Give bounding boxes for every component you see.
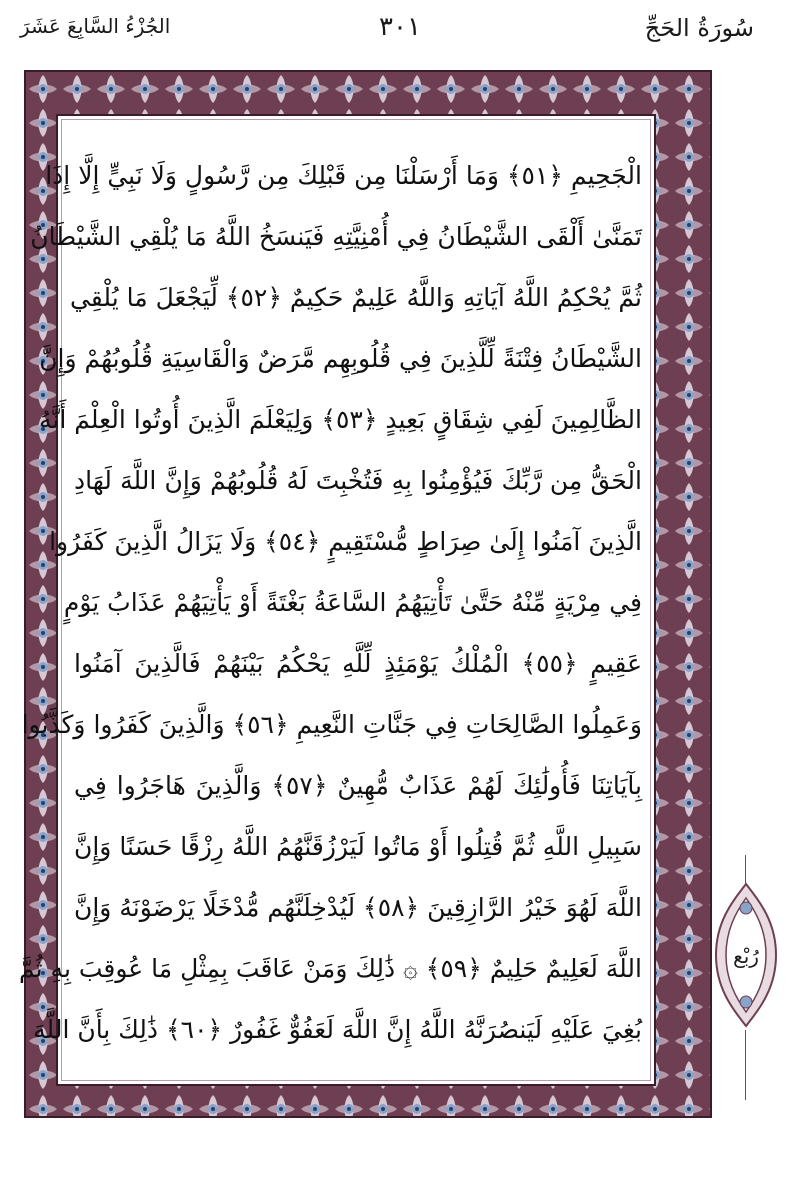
text-line: الْجَحِيمِ ﴿٥١﴾ وَمَا أَرْسَلْنَا مِن قَبْلِكَ مِن رَّسُولٍ وَلَا نَبِيٍّ إِلَّا إِذَا: [45, 161, 642, 190]
text-line: تَمَنَّىٰ أَلْقَى الشَّيْطَانُ فِي أُمْنِيَّتِهِ فَيَنسَخُ اللَّهُ مَا يُلْقِي الشَّيْطَانُ: [30, 222, 642, 251]
text-line: بُغِيَ عَلَيْهِ لَيَنصُرَنَّهُ اللَّهُ إِنَّ اللَّهَ لَعَفُوٌّ غَفُورٌ ﴿٦٠﴾ ذَٰلِكَ بِأَنَّ اللَّهَ: [33, 1015, 642, 1044]
page-number: ٣٠١: [379, 12, 421, 42]
text-line: الَّذِينَ آمَنُوا إِلَىٰ صِرَاطٍ مُّسْتَقِيمٍ ﴿٥٤﴾ وَلَا يَزَالُ الَّذِينَ كَفَرُوا: [49, 527, 642, 556]
text-panel: [19, 114, 656, 1086]
text-line: اللَّهَ لَهُوَ خَيْرُ الرَّازِقِينَ ﴿٥٨﴾ لَيُدْخِلَنَّهُم مُّدْخَلًا يَرْضَوْنَهُ وَإِنَّ: [74, 893, 642, 922]
text-line: فِي مِرْيَةٍ مِّنْهُ حَتَّىٰ تَأْتِيَهُمُ السَّاعَةُ بَغْتَةً أَوْ يَأْتِيَهُمْ عَذَابُ يَوْمٍ: [63, 588, 642, 617]
text-line: الشَّيْطَانُ فِتْنَةً لِّلَّذِينَ فِي قُلُوبِهِم مَّرَضٌ وَالْقَاسِيَةِ قُلُوبُهُمْ وَإِنَّ: [39, 344, 642, 373]
rub-marker-label: رُبْع: [733, 944, 759, 968]
text-line: الظَّالِمِينَ لَفِي شِقَاقٍ بَعِيدٍ ﴿٥٣﴾ وَلِيَعْلَمَ الَّذِينَ أُوتُوا الْعِلْمَ أَنَّهُ: [39, 405, 642, 434]
text-line: عَقِيمٍ ﴿٥٥﴾ الْمُلْكُ يَوْمَئِذٍ لِّلَّهِ يَحْكُمُ بَيْنَهُمْ فَالَّذِينَ آمَنُوا: [74, 649, 642, 678]
text-line: بِآيَاتِنَا فَأُولَٰئِكَ لَهُمْ عَذَابٌ مُّهِينٌ ﴿٥٧﴾ وَالَّذِينَ هَاجَرُوا فِي: [74, 771, 643, 800]
margin-marker-stem-top: [745, 855, 746, 883]
text-line: سَبِيلِ اللَّهِ ثُمَّ قُتِلُوا أَوْ مَاتُوا لَيَرْزُقَنَّهُمُ اللَّهُ رِزْقًا حَسَنًا وَإِنَّ: [74, 832, 642, 861]
text-line: وَعَمِلُوا الصَّالِحَاتِ فِي جَنَّاتِ النَّعِيمِ ﴿٥٦﴾ وَالَّذِينَ كَفَرُوا وَكَذَّبُوا: [21, 710, 642, 739]
surah-name: سُورَةُ الحَجِّ: [644, 14, 754, 42]
text-line: اللَّهَ لَعَلِيمٌ حَلِيمٌ ﴿٥٩﴾ ۞ ذَٰلِكَ وَمَنْ عَاقَبَ بِمِثْلِ مَا عُوقِبَ بِهِ ثُمَّ: [19, 954, 642, 983]
text-line: ثُمَّ يُحْكِمُ اللَّهُ آيَاتِهِ وَاللَّهُ عَلِيمٌ حَكِيمٌ ﴿٥٢﴾ لِّيَجْعَلَ مَا يُلْقِي: [69, 283, 642, 312]
text-line: الْحَقُّ مِن رَّبِّكَ فَيُؤْمِنُوا بِهِ فَتُخْبِتَ لَهُ قُلُوبُهُمْ وَإِنَّ اللَّهَ لَهَادِ: [74, 466, 642, 495]
juz-name: الجُزْءُ السَّابِعَ عَشَرَ: [20, 14, 171, 38]
margin-marker-stem-bottom: [745, 1030, 746, 1100]
